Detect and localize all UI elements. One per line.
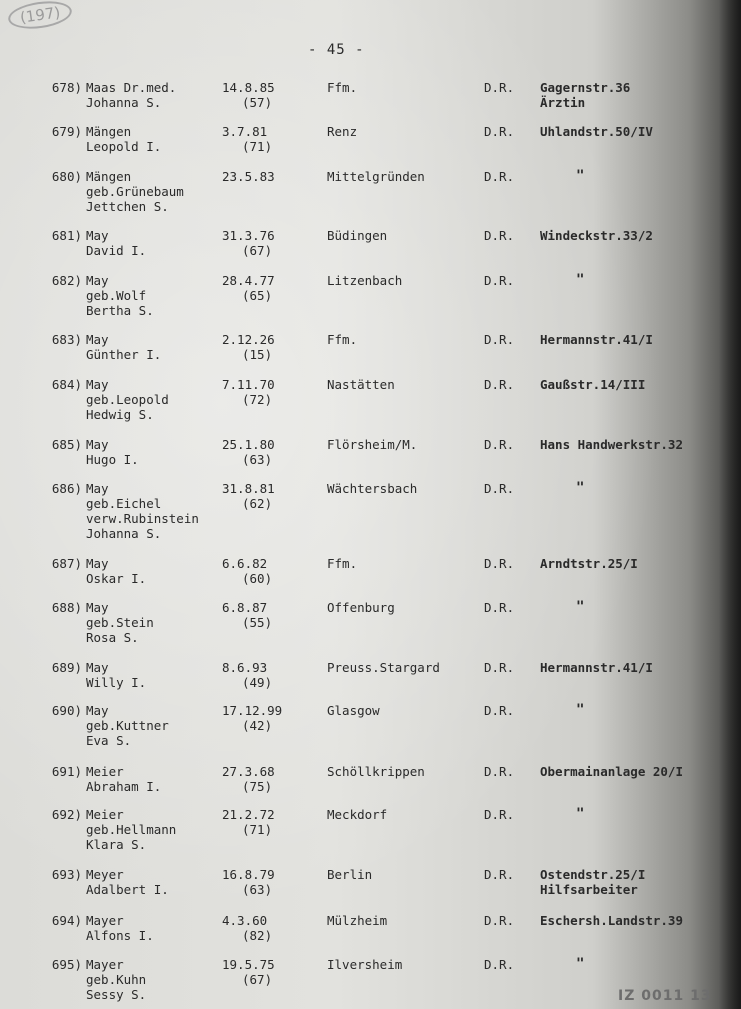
entry-birth-place: Ffm.	[327, 332, 358, 347]
entry-nationality: D.R.	[484, 600, 515, 615]
entry-name-line: Jettchen S.	[86, 199, 169, 214]
ditto-mark: "	[576, 599, 585, 615]
entry-nationality: D.R.	[484, 377, 515, 392]
entry-nationality: D.R.	[484, 913, 515, 928]
entry-name-line: Johanna S.	[86, 526, 162, 541]
entry-number: 695)	[51, 957, 82, 972]
entry-age: (57)	[242, 95, 273, 110]
entry-address	[540, 867, 645, 897]
entry-number: 683)	[51, 332, 82, 347]
entry-name-line: Bertha S.	[86, 303, 154, 318]
entry-name-line: May	[86, 660, 109, 675]
entry-name-line: verw.Rubinstein	[86, 511, 199, 526]
entry-nationality: D.R.	[484, 332, 515, 347]
entry-name	[86, 703, 169, 748]
entry-birth-place: Büdingen	[327, 228, 388, 243]
entry-name	[86, 80, 176, 110]
entry-date-line: 7.11.70	[222, 377, 275, 392]
entry-age: (55)	[242, 615, 273, 630]
entry-birth-date	[222, 377, 275, 407]
entry-birth-place: Flörsheim/M.	[327, 437, 418, 452]
entry-name-line: May	[86, 600, 109, 615]
ditto-mark: "	[576, 480, 585, 496]
entry-name-line: May	[86, 556, 109, 571]
entry-nationality: D.R.	[484, 481, 515, 496]
entry-number: 690)	[51, 703, 82, 718]
entry-name	[86, 957, 146, 1002]
entry-number: 691)	[51, 764, 82, 779]
entry-address	[540, 124, 653, 139]
entry-name-line: Meyer	[86, 867, 124, 882]
entry-date-line: 6.8.87	[222, 600, 268, 615]
entry-name-line: Adalbert I.	[86, 882, 169, 897]
entry-number: 688)	[51, 600, 82, 615]
entry-address-line: Gagernstr.36	[540, 80, 631, 95]
entry-number: 680)	[51, 169, 82, 184]
entry-date-line: 8.6.93	[222, 660, 268, 675]
entry-name-line: geb.Kuttner	[86, 718, 169, 733]
entry-name	[86, 660, 146, 690]
entry-name-line: Leopold I.	[86, 139, 162, 154]
entry-name	[86, 556, 146, 586]
ditto-mark: "	[576, 272, 585, 288]
entry-nationality: D.R.	[484, 957, 515, 972]
entry-name-line: May	[86, 437, 109, 452]
entry-name-line: May	[86, 332, 109, 347]
entry-date-line: 23.5.83	[222, 169, 275, 184]
entry-number: 693)	[51, 867, 82, 882]
entry-address-line: Eschersh.Landstr.39	[540, 913, 683, 928]
entry-name-line: Günther I.	[86, 347, 162, 362]
entry-name	[86, 377, 169, 422]
entry-birth-place: Schöllkrippen	[327, 764, 425, 779]
entry-age: (63)	[242, 452, 273, 467]
entry-name-line: Maas Dr.med.	[86, 80, 177, 95]
entry-name-line: Oskar I.	[86, 571, 147, 586]
entry-name	[86, 169, 184, 214]
entry-date-line: 16.8.79	[222, 867, 275, 882]
entry-address-line: Hans Handwerkstr.32	[540, 437, 683, 452]
entry-name-line: May	[86, 273, 109, 288]
entry-name-line: Meier	[86, 764, 124, 779]
entry-nationality: D.R.	[484, 124, 515, 139]
entry-address-line: Ostendstr.25/I	[540, 867, 646, 882]
entry-birth-place: Renz	[327, 124, 358, 139]
entry-birth-date	[222, 913, 272, 943]
entry-name-line: Abraham I.	[86, 779, 162, 794]
entry-nationality: D.R.	[484, 169, 515, 184]
entry-date-line: 25.1.80	[222, 437, 275, 452]
entry-birth-date	[222, 169, 275, 184]
entry-age: (82)	[242, 928, 273, 943]
entry-birth-date	[222, 437, 275, 467]
entry-name-line: geb.Hellmann	[86, 822, 177, 837]
entry-birth-date	[222, 332, 275, 362]
entry-address	[540, 913, 683, 928]
entry-name-line: Mayer	[86, 957, 124, 972]
entry-birth-place: Nastätten	[327, 377, 395, 392]
entry-number: 694)	[51, 913, 82, 928]
entry-birth-date	[222, 764, 275, 794]
entry-name-line: Klara S.	[86, 837, 147, 852]
entry-name-line: Meier	[86, 807, 124, 822]
entry-name-line: geb.Grünebaum	[86, 184, 184, 199]
entry-number: 678)	[51, 80, 82, 95]
entry-name-line: Eva S.	[86, 733, 132, 748]
entry-address-line: Gaußstr.14/III	[540, 377, 646, 392]
entry-nationality: D.R.	[484, 764, 515, 779]
entry-name-line: Mayer	[86, 913, 124, 928]
entry-name-line: May	[86, 228, 109, 243]
entry-address-line: Hermannstr.41/I	[540, 332, 653, 347]
entry-age: (49)	[242, 675, 273, 690]
entry-birth-date	[222, 957, 275, 987]
entry-name-line: Hugo I.	[86, 452, 139, 467]
entry-name-line: Hedwig S.	[86, 407, 154, 422]
entry-name	[86, 600, 154, 645]
entry-name-line: May	[86, 377, 109, 392]
entry-number: 692)	[51, 807, 82, 822]
entry-age: (71)	[242, 139, 273, 154]
entry-name-line: geb.Kuhn	[86, 972, 147, 987]
entry-date-line: 21.2.72	[222, 807, 275, 822]
entry-nationality: D.R.	[484, 437, 515, 452]
entry-birth-date	[222, 228, 275, 258]
entry-address	[540, 764, 683, 779]
entry-name-line: May	[86, 481, 109, 496]
entry-date-line: 6.6.82	[222, 556, 268, 571]
entry-age: (72)	[242, 392, 273, 407]
entry-address-line: Obermainanlage 20/I	[540, 764, 683, 779]
entry-address	[540, 437, 683, 452]
entry-name-line: geb.Eichel	[86, 496, 162, 511]
ditto-mark: "	[576, 956, 585, 972]
entry-name-line: David I.	[86, 243, 147, 258]
entry-name	[86, 332, 161, 362]
entry-date-line: 19.5.75	[222, 957, 275, 972]
entry-age: (71)	[242, 822, 273, 837]
entry-birth-place: Mülzheim	[327, 913, 388, 928]
entry-birth-place: Litzenbach	[327, 273, 403, 288]
entry-number: 679)	[51, 124, 82, 139]
entry-birth-place: Mittelgründen	[327, 169, 425, 184]
entry-age: (67)	[242, 972, 273, 987]
entry-address-line: Hermannstr.41/I	[540, 660, 653, 675]
entry-age: (75)	[242, 779, 273, 794]
entry-date-line: 27.3.68	[222, 764, 275, 779]
entry-birth-place: Offenburg	[327, 600, 395, 615]
entry-birth-place: Ffm.	[327, 556, 358, 571]
entry-name-line: Johanna S.	[86, 95, 162, 110]
entry-number: 686)	[51, 481, 82, 496]
entry-date-line: 31.3.76	[222, 228, 275, 243]
entry-nationality: D.R.	[484, 867, 515, 882]
entry-name-line: geb.Wolf	[86, 288, 147, 303]
entry-birth-date	[222, 556, 272, 586]
entry-birth-date	[222, 807, 275, 837]
footer-archive-mark: IZ 0011 13	[618, 988, 712, 1004]
entry-nationality: D.R.	[484, 660, 515, 675]
entry-age: (63)	[242, 882, 273, 897]
entry-birth-place: Ffm.	[327, 80, 358, 95]
entry-birth-place: Meckdorf	[327, 807, 388, 822]
entry-number: 685)	[51, 437, 82, 452]
entry-name-line: geb.Leopold	[86, 392, 169, 407]
entry-name-line: geb.Stein	[86, 615, 154, 630]
entry-date-line: 14.8.85	[222, 80, 275, 95]
entry-date-line: 2.12.26	[222, 332, 275, 347]
entry-name	[86, 764, 161, 794]
entry-birth-place: Glasgow	[327, 703, 380, 718]
entry-address	[540, 80, 630, 110]
entry-name	[86, 913, 154, 943]
entry-birth-date	[222, 660, 272, 690]
entry-address	[540, 556, 638, 571]
entry-address-line: Ärztin	[540, 95, 586, 110]
entry-date-line: 31.8.81	[222, 481, 275, 496]
entry-nationality: D.R.	[484, 228, 515, 243]
entry-address-line: Windeckstr.33/2	[540, 228, 653, 243]
entry-address	[540, 660, 653, 675]
entry-address-line: Arndtstr.25/I	[540, 556, 638, 571]
entry-name-line: Sessy S.	[86, 987, 147, 1002]
entry-address-line: Hilfsarbeiter	[540, 882, 638, 897]
entry-birth-place: Preuss.Stargard	[327, 660, 440, 675]
archive-stamp: (197)	[7, 0, 74, 32]
entry-address	[540, 228, 653, 243]
entry-nationality: D.R.	[484, 703, 515, 718]
entry-name	[86, 867, 169, 897]
page-number: - 45 -	[308, 42, 365, 58]
ditto-mark: "	[576, 168, 585, 184]
entry-name	[86, 228, 146, 258]
entry-birth-date	[222, 124, 272, 154]
entry-birth-date	[222, 600, 272, 630]
entry-birth-place: Ilversheim	[327, 957, 403, 972]
entry-nationality: D.R.	[484, 556, 515, 571]
entry-nationality: D.R.	[484, 807, 515, 822]
ditto-mark: "	[576, 702, 585, 718]
entry-name-line: Rosa S.	[86, 630, 139, 645]
entry-name	[86, 273, 154, 318]
entry-name	[86, 124, 161, 154]
entry-address-line: Uhlandstr.50/IV	[540, 124, 653, 139]
entry-age: (65)	[242, 288, 273, 303]
entry-date-line: 17.12.99	[222, 703, 283, 718]
entry-name-line: May	[86, 703, 109, 718]
entry-address	[540, 332, 653, 347]
entry-name	[86, 481, 199, 541]
entry-birth-date	[222, 481, 275, 511]
entry-age: (67)	[242, 243, 273, 258]
entry-name-line: Willy I.	[86, 675, 147, 690]
entry-name-line: Mängen	[86, 124, 132, 139]
entry-age: (15)	[242, 347, 273, 362]
entry-number: 689)	[51, 660, 82, 675]
entry-date-line: 3.7.81	[222, 124, 268, 139]
entry-age: (60)	[242, 571, 273, 586]
entry-birth-date	[222, 703, 282, 733]
entry-nationality: D.R.	[484, 273, 515, 288]
entry-address	[540, 377, 645, 392]
entry-name	[86, 437, 139, 467]
scan-edge-shadow	[719, 0, 741, 1009]
ditto-mark: "	[576, 806, 585, 822]
entry-date-line: 28.4.77	[222, 273, 275, 288]
entry-number: 682)	[51, 273, 82, 288]
entry-birth-date	[222, 867, 275, 897]
entry-name-line: Alfons I.	[86, 928, 154, 943]
entry-birth-place: Berlin	[327, 867, 373, 882]
entry-age: (42)	[242, 718, 273, 733]
entry-birth-place: Wächtersbach	[327, 481, 418, 496]
entry-nationality: D.R.	[484, 80, 515, 95]
entry-name-line: Mängen	[86, 169, 132, 184]
entry-age: (62)	[242, 496, 273, 511]
entry-name	[86, 807, 176, 852]
entry-date-line: 4.3.60	[222, 913, 268, 928]
entry-number: 687)	[51, 556, 82, 571]
entry-number: 684)	[51, 377, 82, 392]
entry-number: 681)	[51, 228, 82, 243]
entry-birth-date	[222, 273, 275, 303]
entry-birth-date	[222, 80, 275, 110]
